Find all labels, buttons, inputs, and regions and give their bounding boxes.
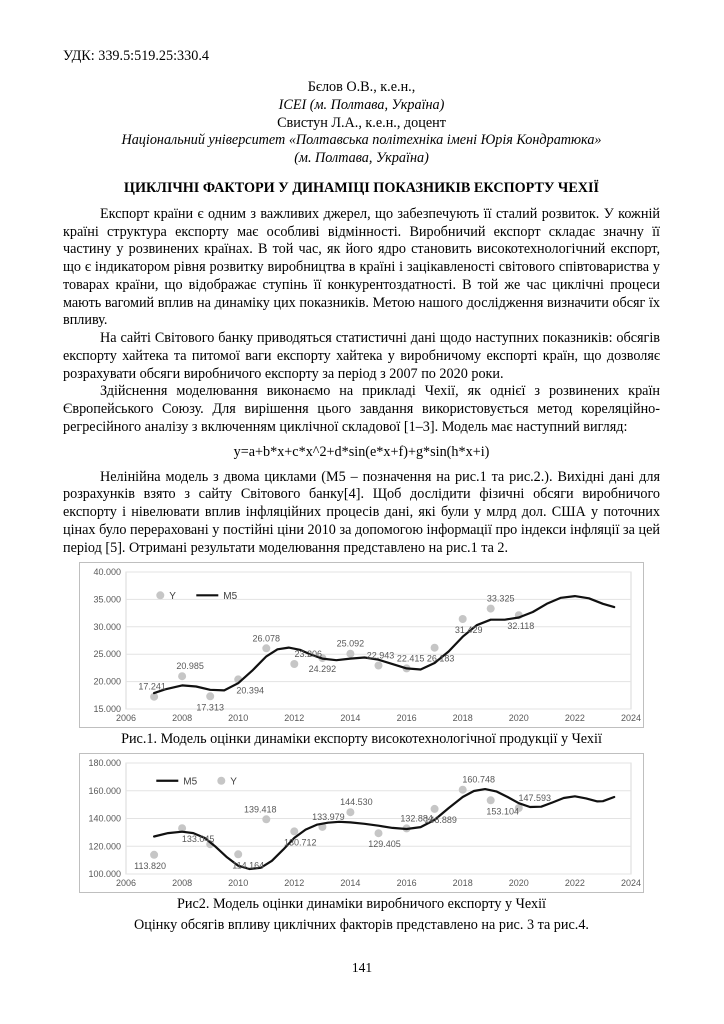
svg-text:100.000: 100.000	[88, 869, 121, 880]
model-formula: y=a+b*x+c*x^2+d*sin(e*x+f)+g*sin(h*x+i)	[233, 443, 490, 460]
svg-text:15.000: 15.000	[93, 704, 121, 715]
svg-text:114.164: 114.164	[232, 860, 265, 871]
svg-text:35.000: 35.000	[93, 594, 121, 605]
figure-1-caption: Рис.1. Модель оцінки динаміки експорту високотехнологічної продукції у Чехії	[121, 731, 602, 748]
svg-text:2008: 2008	[172, 878, 193, 889]
svg-text:113.820: 113.820	[134, 861, 167, 872]
svg-text:2022: 2022	[564, 713, 585, 724]
paragraph-2: На сайті Світового банку приводяться статистичні дані щодо наступних показників: обсягів експорту хайтека та питомої ваги експорту хайтека у виробничому експорті країн, що дозволяє розрахувати обсяги виробничого експорту за період з 2007 по 2020 роки.	[63, 330, 660, 382]
svg-text:26.078: 26.078	[252, 633, 281, 644]
figure-1	[79, 562, 644, 728]
svg-text:140.000: 140.000	[88, 813, 121, 824]
svg-text:139.418: 139.418	[244, 804, 277, 815]
svg-text:2014: 2014	[340, 713, 361, 724]
svg-text:31.429: 31.429	[454, 625, 483, 636]
closing-text: Оцінку обсягів впливу циклічних факторів представлено на рис. 3 та рис.4.	[134, 917, 589, 934]
svg-text:2008: 2008	[172, 713, 193, 724]
paragraph-3: Здійснення моделювання виконаємо на прикладі Чехії, як однієї з розвинених країн Європейського Союзу. Для вирішення цього завдання використовується метод кореляційно-регресійного аналізу з включенням циклічної складової [1–3]. Модель має наступний вигляд:	[63, 383, 660, 435]
svg-text:33.325: 33.325	[486, 593, 515, 604]
article-title: ЦИКЛІЧНІ ФАКТОРИ У ДИНАМІЦІ ПОКАЗНИКІВ ЕКСПОРТУ ЧЕХІЇ	[123, 179, 600, 196]
svg-text:2020: 2020	[508, 713, 529, 724]
svg-text:2024: 2024	[620, 878, 642, 889]
paragraph-4: Нелінійна модель з двома циклами (М5 – позначення на рис.1 та рис.2.). Вихідні дані для розрахунків взято з сайту Світового банку[4]. Щоб дослідити фізичні обсяги виробничого експорту і нівелювати вплив інфляційних процесів дані, які були у млрд дол. США у поточних цінах було перераховані у постійні ціни 2010 за допомогою інформації про індекси інфляції за цей період [5]. Отримані результати моделювання представлено на рис.1 та 2.	[63, 468, 660, 556]
author-line: Свистун Л.А., к.е.н., доцент	[277, 114, 446, 131]
svg-text:32.118: 32.118	[507, 621, 535, 632]
svg-text:130.712: 130.712	[284, 837, 317, 848]
svg-text:40.000: 40.000	[93, 567, 121, 578]
svg-text:Y: Y	[169, 591, 176, 603]
svg-text:2010: 2010	[228, 713, 249, 724]
svg-text:2020: 2020	[508, 878, 529, 889]
author-affiliation: ІСЕІ (м. Полтава, Україна)	[278, 96, 445, 113]
svg-text:2014: 2014	[340, 878, 361, 889]
svg-text:2006: 2006	[115, 878, 137, 889]
author-affiliation: Національний університет «Полтавська політехніка імені Юрія Кондратюка»	[121, 132, 602, 149]
svg-text:153.104: 153.104	[486, 806, 519, 817]
svg-text:25.092: 25.092	[336, 638, 365, 649]
svg-text:120.000: 120.000	[88, 841, 121, 852]
svg-text:2018: 2018	[452, 878, 473, 889]
svg-text:23.206: 23.206	[294, 649, 323, 660]
svg-text:2006: 2006	[115, 713, 137, 724]
svg-text:17.313: 17.313	[196, 702, 224, 713]
svg-text:180.000: 180.000	[88, 758, 121, 769]
svg-text:20.394: 20.394	[236, 685, 264, 696]
svg-text:26.183: 26.183	[426, 653, 455, 664]
page-number: 141	[351, 960, 373, 975]
svg-text:2010: 2010	[228, 878, 249, 889]
svg-text:133.045: 133.045	[181, 834, 215, 845]
svg-text:2012: 2012	[284, 713, 305, 724]
svg-text:22.943: 22.943	[366, 650, 395, 661]
svg-text:20.985: 20.985	[176, 661, 204, 672]
svg-text:2024: 2024	[620, 713, 642, 724]
svg-text:160.748: 160.748	[462, 774, 495, 785]
svg-text:2022: 2022	[564, 878, 585, 889]
figure-2-chart	[80, 754, 643, 892]
author-affiliation-city: (м. Полтава, Україна)	[294, 150, 429, 166]
author-block	[63, 79, 660, 168]
udc-code: УДК: 339.5:519.25:330.4	[63, 48, 209, 64]
svg-text:22.415: 22.415	[396, 653, 425, 664]
svg-text:30.000: 30.000	[93, 622, 121, 633]
svg-text:132.884: 132.884	[400, 813, 433, 824]
svg-text:133.979: 133.979	[312, 812, 345, 823]
svg-text:2016: 2016	[396, 878, 417, 889]
svg-text:146.889: 146.889	[424, 815, 457, 826]
paragraph-1: Експорт країни є одним з важливих джерел, що забезпечують її сталий розвиток. У кожній країні структура експорту має особливі відмінності. Виробничий експорт складає значну її частину у розвинених країнах. В той час, як його ядро становить високотехнологічний експорт, що є індикатором рівня розвитку виробництва в країні і зацікавленості світового співтовариства у товарах країни, що відображає ступінь її конкурентоздатності. В той же час циклічні процеси мають вагомий вплив на динаміку цих показників. Метою нашого дослідження визначити обсяг їх впливу.	[63, 205, 660, 329]
svg-text:147.593: 147.593	[518, 793, 552, 804]
svg-text:Y: Y	[230, 776, 237, 788]
svg-text:2012: 2012	[284, 878, 305, 889]
figure-1-chart	[80, 563, 643, 727]
svg-text:25.000: 25.000	[93, 649, 121, 660]
figure-2-caption: Рис2. Модель оцінки динаміки виробничого експорту у Чехії	[177, 896, 546, 913]
svg-text:24.292: 24.292	[308, 664, 337, 675]
figure-2	[79, 753, 644, 893]
svg-text:160.000: 160.000	[88, 786, 121, 797]
svg-text:144.530: 144.530	[340, 797, 373, 808]
svg-text:2018: 2018	[452, 713, 473, 724]
svg-text:129.405: 129.405	[368, 839, 401, 850]
svg-text:20.000: 20.000	[93, 676, 121, 687]
svg-text:17.241: 17.241	[138, 681, 166, 692]
svg-text:M5: M5	[223, 591, 238, 603]
author-line: Бєлов О.В., к.е.н.,	[307, 79, 416, 95]
svg-text:2016: 2016	[396, 713, 417, 724]
svg-text:M5: M5	[183, 776, 198, 788]
